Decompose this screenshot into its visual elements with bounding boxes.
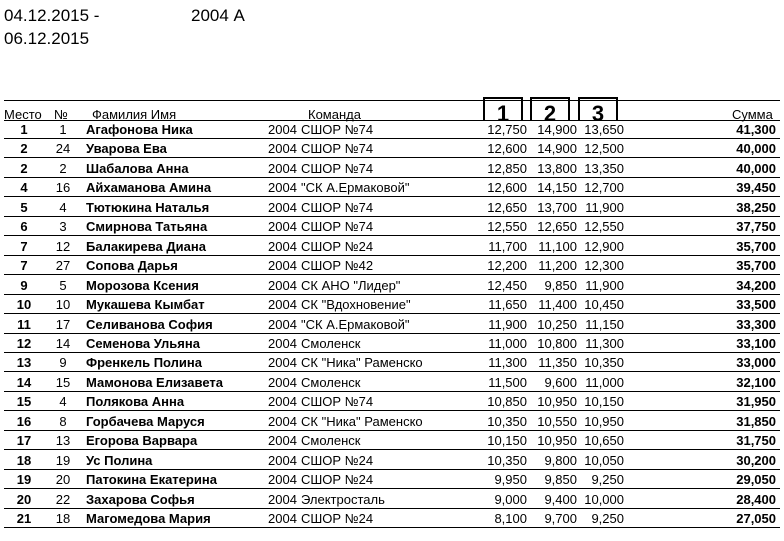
total-score: 33,500 <box>736 297 776 313</box>
team-name: СШОР №24 <box>301 238 374 254</box>
judge-3-score: 13,650 <box>584 122 624 137</box>
judge-3-score: 9,250 <box>591 472 624 488</box>
team-name: СШОР №42 <box>301 258 374 274</box>
athlete-name: Агафонова Ника <box>86 122 193 137</box>
judge-3-score: 10,000 <box>584 491 624 507</box>
athlete-name: Захарова Софья <box>86 491 195 507</box>
place-cell: 6 <box>20 219 28 235</box>
number-cell: 17 <box>55 316 71 332</box>
birth-year: 2004 <box>268 219 297 235</box>
judge-3-score: 10,950 <box>584 413 624 429</box>
birth-year: 2004 <box>268 122 297 137</box>
group-title: 2004 А <box>191 6 245 25</box>
birth-year: 2004 <box>268 316 297 332</box>
team-name: СК "Вдохновение" <box>301 297 411 313</box>
place-cell: 19 <box>16 472 32 488</box>
judge-3-score: 12,700 <box>584 180 624 196</box>
total-score: 30,200 <box>736 452 776 468</box>
birth-year: 2004 <box>268 452 297 468</box>
table-row <box>4 392 780 411</box>
judge-3-score: 13,350 <box>584 160 624 176</box>
judge-3-score: 9,250 <box>591 511 624 526</box>
number-cell: 13 <box>55 433 71 449</box>
col-team-header: Команда <box>308 107 361 122</box>
table-row <box>4 509 780 528</box>
total-score: 27,050 <box>736 511 776 526</box>
judge-3-score: 12,300 <box>584 258 624 274</box>
place-cell: 9 <box>20 277 28 293</box>
birth-year: 2004 <box>268 277 297 293</box>
team-name: СШОР №24 <box>301 511 374 526</box>
judge-3-score: 12,550 <box>584 219 624 235</box>
number-cell: 19 <box>55 452 71 468</box>
birth-year: 2004 <box>268 413 297 429</box>
place-cell: 4 <box>20 180 28 196</box>
judge-3-score: 11,900 <box>585 277 624 293</box>
table-row <box>4 198 780 217</box>
judge-1-score: 11,500 <box>488 374 527 390</box>
team-name: "СК А.Ермаковой" <box>301 316 410 332</box>
judge-2-header: 2 <box>530 97 570 121</box>
table-row <box>4 178 780 197</box>
judge-1-score: 12,750 <box>487 122 527 137</box>
athlete-name: Магомедова Мария <box>86 511 211 526</box>
judge-1-score: 12,200 <box>487 258 527 274</box>
col-name-header: Фамилия Имя <box>92 107 177 122</box>
birth-year: 2004 <box>268 238 297 254</box>
birth-year: 2004 <box>268 374 297 390</box>
number-cell: 8 <box>59 413 67 429</box>
judge-1-score: 12,600 <box>487 141 527 157</box>
birth-year: 2004 <box>268 258 297 274</box>
number-cell: 3 <box>59 219 67 235</box>
col-num-header: № <box>54 107 68 122</box>
judge-3-score: 11,000 <box>585 374 624 390</box>
date-to: 06.12.2015 <box>4 29 90 48</box>
birth-year: 2004 <box>268 394 297 410</box>
number-cell: 15 <box>55 374 71 390</box>
total-score: 35,700 <box>736 238 776 254</box>
judge-1-score: 12,550 <box>487 219 527 235</box>
athlete-name: Френкель Полина <box>86 355 203 371</box>
team-name: Электросталь <box>301 491 385 507</box>
team-name: СШОР №24 <box>301 452 374 468</box>
judge-3-score: 12,900 <box>584 238 624 254</box>
total-score: 38,250 <box>736 199 776 215</box>
place-cell: 5 <box>20 199 28 215</box>
birth-year: 2004 <box>268 472 297 488</box>
total-score: 33,000 <box>736 355 776 371</box>
place-cell: 7 <box>20 238 28 254</box>
table-row <box>4 139 780 158</box>
judge-2-score: 9,700 <box>544 511 577 526</box>
table-row <box>4 490 780 509</box>
athlete-name: Айхаманова Амина <box>86 180 212 196</box>
total-score: 35,700 <box>736 258 776 274</box>
judge-2-score: 13,800 <box>537 160 577 176</box>
athlete-name: Морозова Ксения <box>86 277 199 293</box>
number-cell: 4 <box>59 394 67 410</box>
place-cell: 7 <box>20 258 28 274</box>
total-score: 33,300 <box>736 316 776 332</box>
athlete-name: Горбачева Маруся <box>86 413 205 429</box>
total-score: 33,100 <box>736 335 776 351</box>
number-cell: 12 <box>55 238 71 254</box>
athlete-name: Мамонова Елизавета <box>86 374 223 390</box>
judge-2-score: 11,200 <box>538 258 577 274</box>
table-row <box>4 237 780 256</box>
judge-2-score: 12,650 <box>537 219 577 235</box>
judge-2-score: 14,900 <box>537 122 577 137</box>
judge-1-score: 9,000 <box>494 491 527 507</box>
place-cell: 14 <box>16 374 32 390</box>
header-top-rule <box>4 100 780 101</box>
number-cell: 2 <box>59 160 67 176</box>
judge-3-score: 10,050 <box>584 452 624 468</box>
judge-1-score: 10,150 <box>487 433 527 449</box>
table-row <box>4 470 780 489</box>
judge-1-score: 12,600 <box>487 180 527 196</box>
total-score: 37,750 <box>736 219 776 235</box>
table-row <box>4 412 780 431</box>
table-row <box>4 451 780 470</box>
judge-2-score: 9,600 <box>544 374 577 390</box>
athlete-name: Тютюкина Наталья <box>86 199 210 215</box>
athlete-name: Мукашева Кымбат <box>86 297 205 313</box>
total-score: 32,100 <box>736 374 776 390</box>
judge-1-score: 8,100 <box>494 511 527 526</box>
team-name: СШОР №74 <box>301 122 374 137</box>
judge-1-score: 12,450 <box>487 277 527 293</box>
col-place-header: Место <box>4 107 42 122</box>
judge-1-score: 10,350 <box>487 413 527 429</box>
place-cell: 12 <box>16 335 32 351</box>
athlete-name: Ус Полина <box>86 452 153 468</box>
team-name: СШОР №74 <box>301 160 374 176</box>
judge-2-score: 10,550 <box>537 413 577 429</box>
team-name: СШОР №74 <box>301 219 374 235</box>
athlete-name: Шабалова Анна <box>86 160 189 176</box>
judge-2-score: 13,700 <box>537 199 577 215</box>
athlete-name: Семенова Ульяна <box>86 335 200 351</box>
athlete-name: Уварова Ева <box>86 141 167 157</box>
birth-year: 2004 <box>268 511 297 526</box>
team-name: СК АНО "Лидер" <box>301 277 401 293</box>
judge-1-score: 12,850 <box>487 160 527 176</box>
judge-1-score: 11,650 <box>488 297 527 313</box>
total-score: 31,850 <box>736 413 776 429</box>
place-cell: 2 <box>20 160 28 176</box>
athlete-name: Смирнова Татьяна <box>86 219 208 235</box>
place-cell: 1 <box>20 122 28 137</box>
athlete-name: Егорова Варвара <box>86 433 198 449</box>
total-score: 41,300 <box>736 122 776 137</box>
birth-year: 2004 <box>268 199 297 215</box>
total-score: 29,050 <box>736 472 776 488</box>
col-sum-header: Сумма <box>732 107 773 122</box>
number-cell: 5 <box>59 277 67 293</box>
judge-2-score: 9,800 <box>544 452 577 468</box>
judge-3-score: 11,300 <box>585 335 624 351</box>
table-row <box>4 295 780 314</box>
number-cell: 10 <box>55 297 71 313</box>
place-cell: 10 <box>16 297 32 313</box>
judge-3-header: 3 <box>578 97 618 121</box>
judge-2-score: 10,950 <box>537 394 577 410</box>
table-row <box>4 315 780 334</box>
judge-3-score: 11,150 <box>585 316 624 332</box>
judge-1-score: 11,000 <box>488 335 527 351</box>
date-from: 04.12.2015 - <box>4 6 100 25</box>
total-score: 39,450 <box>736 180 776 196</box>
judge-1-score: 12,650 <box>487 199 527 215</box>
table-row <box>4 334 780 353</box>
judge-2-score: 9,400 <box>544 491 577 507</box>
place-cell: 20 <box>16 491 32 507</box>
number-cell: 16 <box>55 180 71 196</box>
athlete-name: Селиванова София <box>86 316 213 332</box>
total-score: 31,950 <box>736 394 776 410</box>
birth-year: 2004 <box>268 141 297 157</box>
team-name: "СК А.Ермаковой" <box>301 180 410 196</box>
number-cell: 9 <box>59 355 67 371</box>
team-name: СК "Ника" Раменско <box>301 355 423 371</box>
team-name: СШОР №74 <box>301 199 374 215</box>
table-row <box>4 431 780 450</box>
place-cell: 18 <box>16 452 32 468</box>
judge-2-score: 10,950 <box>537 433 577 449</box>
judge-2-score: 10,250 <box>537 316 577 332</box>
table-row <box>4 159 780 178</box>
place-cell: 17 <box>16 433 32 449</box>
number-cell: 24 <box>55 141 71 157</box>
table-row <box>4 120 780 139</box>
table-row <box>4 217 780 236</box>
judge-1-header: 1 <box>483 97 523 121</box>
birth-year: 2004 <box>268 335 297 351</box>
judge-2-score: 11,100 <box>538 238 577 254</box>
number-cell: 22 <box>55 491 71 507</box>
place-cell: 21 <box>16 511 32 526</box>
birth-year: 2004 <box>268 491 297 507</box>
birth-year: 2004 <box>268 433 297 449</box>
table-row <box>4 353 780 372</box>
number-cell: 18 <box>55 511 71 526</box>
judge-3-score: 10,350 <box>584 355 624 371</box>
number-cell: 14 <box>55 335 71 351</box>
judge-1-score: 11,700 <box>488 238 527 254</box>
number-cell: 20 <box>55 472 71 488</box>
place-cell: 13 <box>16 355 32 371</box>
birth-year: 2004 <box>268 355 297 371</box>
athlete-name: Патокина Екатерина <box>86 472 217 488</box>
team-name: СШОР №24 <box>301 472 374 488</box>
athlete-name: Сопова Дарья <box>86 258 178 274</box>
team-name: Смоленск <box>301 374 361 390</box>
judge-3-score: 10,650 <box>584 433 624 449</box>
judge-3-score: 10,450 <box>584 297 624 313</box>
table-row <box>4 276 780 295</box>
total-score: 31,750 <box>736 433 776 449</box>
place-cell: 15 <box>16 394 32 410</box>
athlete-name: Балакирева Диана <box>86 238 206 254</box>
team-name: СК "Ника" Раменско <box>301 413 423 429</box>
judge-1-score: 10,350 <box>487 452 527 468</box>
team-name: Смоленск <box>301 335 361 351</box>
birth-year: 2004 <box>268 160 297 176</box>
team-name: Смоленск <box>301 433 361 449</box>
judge-3-score: 12,500 <box>584 141 624 157</box>
place-cell: 2 <box>20 141 28 157</box>
number-cell: 1 <box>59 122 67 137</box>
judge-2-score: 9,850 <box>544 472 577 488</box>
judge-2-score: 10,800 <box>537 335 577 351</box>
place-cell: 11 <box>17 316 31 332</box>
place-cell: 16 <box>16 413 32 429</box>
judge-3-score: 11,900 <box>585 199 624 215</box>
judge-1-score: 10,850 <box>487 394 527 410</box>
judge-1-score: 11,900 <box>488 316 527 332</box>
table-row <box>4 256 780 275</box>
judge-2-score: 11,400 <box>538 297 577 313</box>
total-score: 40,000 <box>736 160 776 176</box>
judge-2-score: 14,900 <box>537 141 577 157</box>
team-name: СШОР №74 <box>301 141 374 157</box>
birth-year: 2004 <box>268 180 297 196</box>
table-row <box>4 373 780 392</box>
birth-year: 2004 <box>268 297 297 313</box>
judge-2-score: 14,150 <box>537 180 577 196</box>
judge-2-score: 11,350 <box>538 355 577 371</box>
number-cell: 4 <box>59 199 67 215</box>
athlete-name: Полякова Анна <box>86 394 185 410</box>
total-score: 34,200 <box>736 277 776 293</box>
judge-3-score: 10,150 <box>584 394 624 410</box>
judge-2-score: 9,850 <box>544 277 577 293</box>
total-score: 28,400 <box>736 491 776 507</box>
team-name: СШОР №74 <box>301 394 374 410</box>
total-score: 40,000 <box>736 141 776 157</box>
number-cell: 27 <box>55 258 71 274</box>
judge-1-score: 11,300 <box>488 355 527 371</box>
judge-1-score: 9,950 <box>494 472 527 488</box>
